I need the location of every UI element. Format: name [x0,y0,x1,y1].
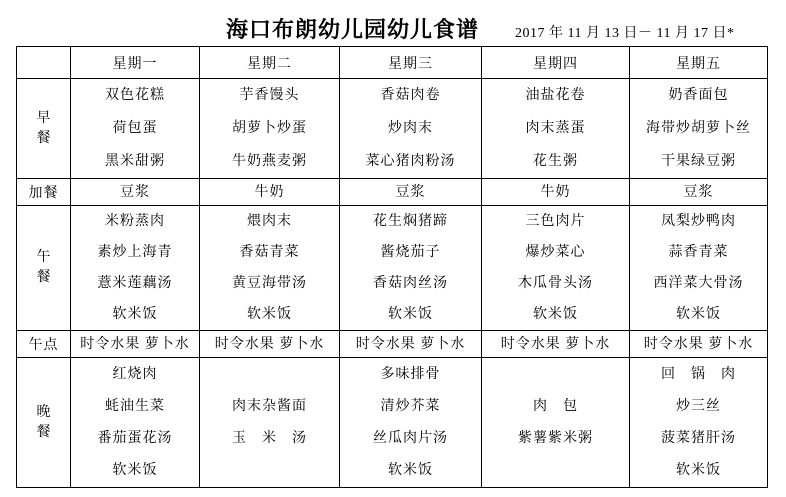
menu-item: 玉 米 汤 [232,431,307,447]
menu-item: 软米饭 [388,307,433,322]
menu-item: 米粉蒸肉 [105,214,165,229]
menu-item: 豆浆 [395,184,426,200]
menu-item: 软米饭 [112,463,158,479]
menu-item: 薏米莲藕汤 [97,276,173,291]
menu-item: 牛奶燕麦粥 [232,154,307,169]
menu-item: 花生焖猪蹄 [373,214,448,229]
menu-item: 凤梨炒鸭肉 [661,214,736,229]
page-title: 海口布朗幼儿园幼儿食谱 [226,17,480,42]
day-header-wednesday: 星期三 [340,47,482,79]
menu-item: 干果绿豆粥 [661,154,736,169]
menu-item: 紫薯紫米粥 [518,431,593,447]
menu-item: 香菇肉卷 [380,88,441,103]
menu-cell-snack-pm-day5 [630,331,768,358]
menu-cell-snack-am-day3 [340,179,482,206]
day-header-row [17,47,768,79]
menu-cell-dinner-day1 [71,358,200,488]
menu-item: 丝瓜肉片汤 [373,431,448,447]
menu-item: 时令水果 萝卜水 [80,336,190,352]
menu-item: 软米饭 [388,463,433,479]
day-header-tuesday: 星期二 [200,47,340,79]
menu-item: 油盐花卷 [525,88,586,103]
meal-row-breakfast [17,79,768,179]
menu-item: 酱烧茄子 [380,245,441,260]
menu-item: 炒肉末 [388,121,433,136]
menu-cell-snack-pm-day4 [482,331,630,358]
meal-row-lunch [17,206,768,331]
menu-item: 时令水果 萝卜水 [214,336,325,352]
menu-item: 牛奶 [540,184,571,200]
menu-item: 木瓜骨头汤 [518,276,593,291]
menu-item: 素炒上海青 [97,245,173,260]
meal-row-snack-pm [17,331,768,358]
menu-item: 胡萝卜炒蛋 [232,121,307,136]
menu-item: 软米饭 [533,307,578,322]
menu-item: 菠菜猪肝汤 [661,431,736,447]
menu-item: 花生粥 [533,154,578,169]
menu-cell-snack-pm-day3 [340,331,482,358]
meal-row-label-snack-am [17,179,71,206]
menu-cell-breakfast-day2 [200,79,340,179]
day-header-friday: 星期五 [630,47,768,79]
menu-table-body [17,47,768,488]
menu-table [16,46,768,488]
menu-item: 红烧肉 [112,366,158,382]
menu-item: 炒三丝 [676,398,721,414]
meal-label-text: 午餐 [36,250,51,285]
menu-cell-breakfast-day1 [71,79,200,179]
meal-label-text: 午点 [28,338,59,353]
menu-item: 海带炒胡萝卜丝 [646,121,751,136]
menu-item: 软米饭 [247,307,292,322]
menu-item: 荷包蛋 [112,121,158,136]
menu-item: 回 锅 肉 [661,366,736,382]
menu-cell-snack-am-day4 [482,179,630,206]
menu-item: 时令水果 萝卜水 [643,336,754,352]
meal-label-text: 晚餐 [36,404,51,440]
menu-cell-breakfast-day4 [482,79,630,179]
menu-cell-snack-am-day2 [200,179,340,206]
page-header [0,0,786,43]
menu-cell-breakfast-day5 [630,79,768,179]
menu-item: 煨肉末 [247,214,292,229]
menu-cell-lunch-day2 [200,206,340,331]
menu-item: 香菇肉丝汤 [373,276,448,291]
day-header-monday: 星期一 [71,47,200,79]
menu-item: 豆浆 [120,184,150,200]
menu-item: 牛奶 [254,184,285,200]
menu-cell-snack-am-day5 [630,179,768,206]
menu-item: 豆浆 [683,184,714,200]
menu-cell-dinner-day4 [482,358,630,488]
menu-cell-lunch-day5 [630,206,768,331]
menu-cell-snack-am-day1 [71,179,200,206]
menu-item: 西洋菜大骨汤 [653,276,744,291]
menu-item: 番茄蛋花汤 [97,431,173,447]
menu-cell-dinner-day3 [340,358,482,488]
menu-item: 奶香面包 [668,88,729,103]
menu-item: 肉末杂酱面 [232,398,307,414]
menu-cell-dinner-day5 [630,358,768,488]
menu-item: 软米饭 [676,307,721,322]
menu-item: 双色花糕 [105,88,165,103]
menu-item: 芋香馒头 [239,88,300,103]
menu-cell-snack-pm-day1 [71,331,200,358]
date-range: 2017 年 11 月 13 日－ 11 月 17 日* [515,26,735,41]
menu-cell-lunch-day4 [482,206,630,331]
menu-cell-lunch-day3 [340,206,482,331]
meal-label-text: 加餐 [28,186,59,201]
menu-item: 软米饭 [676,463,721,479]
meal-row-dinner [17,358,768,488]
menu-item: 软米饭 [112,307,158,322]
meal-row-label-breakfast [17,79,71,179]
menu-item: 三色肉片 [525,214,586,229]
meal-row-label-dinner [17,358,71,488]
menu-item: 肉末蒸蛋 [525,121,586,136]
meal-label-text: 早餐 [36,110,51,146]
menu-item: 蚝油生菜 [105,398,165,414]
menu-item: 爆炒菜心 [525,245,586,260]
corner-cell [17,47,71,79]
menu-item: 肉 包 [533,398,578,414]
menu-item: 蒜香青菜 [668,245,729,260]
menu-cell-lunch-day1 [71,206,200,331]
menu-item: 清炒芥菜 [380,398,441,414]
menu-cell-snack-pm-day2 [200,331,340,358]
menu-item: 时令水果 萝卜水 [500,336,611,352]
menu-cell-dinner-day2 [200,358,340,488]
menu-item: 菜心猪肉粉汤 [365,154,456,169]
menu-item: 黄豆海带汤 [232,276,307,291]
meal-row-label-snack-pm [17,331,71,358]
menu-item: 黑米甜粥 [105,154,165,169]
menu-item: 香菇青菜 [239,245,300,260]
menu-item: 多味排骨 [380,366,441,382]
meal-row-snack-am [17,179,768,206]
meal-row-label-lunch [17,206,71,331]
menu-cell-breakfast-day3 [340,79,482,179]
menu-item: 时令水果 萝卜水 [355,336,466,352]
day-header-thursday: 星期四 [482,47,630,79]
